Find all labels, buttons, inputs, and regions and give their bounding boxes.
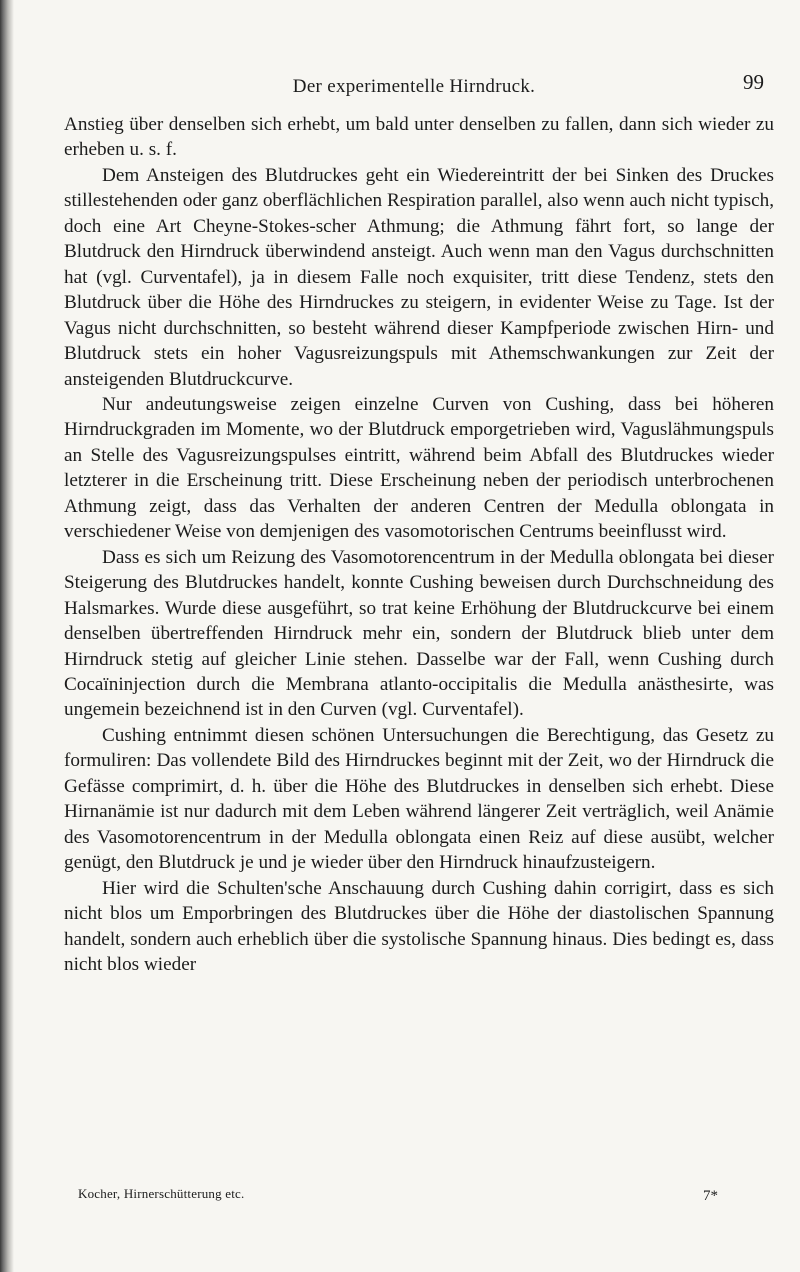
paragraph-schulten: Hier wird die Schulten'sche Anschauung durch Cushing dahin corrigirt, dass es sich nicht blos um Emporbringen des Blutdruckes über die Höhe der diastolischen Spannung handelt, sondern auch erheblich über die systolische Spannung hinaus. Dies bedingt es, dass nicht blos wieder: [64, 877, 774, 975]
paragraph-continuation: Anstieg über denselben sich erhebt, um bald unter denselben zu fallen, dann sich wieder zu erheben u. s. f.: [64, 114, 774, 161]
running-header: [64, 70, 764, 106]
paragraph-vasomotor-centre: Dass es sich um Reizung des Vasomotorencentrum in der Medulla oblongata bei dieser Steigerung des Blutdruckes handelt, konnte Cushing beweisen durch Durchschneidung des Halsmarkes. Wurde diese ausgeführt, so trat keine Erhöhung der Blutdruckcurve bei einem denselben übertreffenden Hirndruck mehr ein, sondern der Blutdruck blieb unter dem Hirndruck stetig auf gleicher Linie stehen. Dasselbe war der Fall, wenn Cushing durch Cocaïninjection durch die Membrana atlanto-occipitalis die Medulla anästhesirte, was ungemein bezeichnend ist in den Curven (vgl. Curventafel).: [64, 546, 774, 721]
signature-mark: 7*: [703, 1188, 718, 1204]
page-number: 99: [743, 70, 764, 94]
paragraph-vagus-pulse: Nur andeutungsweise zeigen einzelne Curven von Cushing, dass bei höheren Hirndruckgraden im Momente, wo der Blutdruck emporgetrieben wird, Vaguslähmungspuls an Stelle des Vagusreizungspulses eintritt, während beim Abfall des Blutdruckes wieder letzterer in die Erscheinung tritt. Diese Erscheinung neben der periodisch unterbrochenen Athmung zeigt, dass das Verhalten der anderen Centren der Medulla oblongata in verschiedener Weise von demjenigen des vasomotorischen Centrums beeinflusst wird.: [64, 393, 774, 543]
footer-note: Kocher, Hirnerschütterung etc.: [78, 1186, 245, 1201]
running-title: Der experimentelle Hirndruck.: [292, 76, 536, 97]
paragraph-law: Cushing entnimmt diesen schönen Untersuchungen die Berechtigung, das Gesetz zu formuliren: Das vollendete Bild des Hirndruckes beginnt mit der Zeit, wo der Hirndruck die Gefässe comprimirt, d. h. über die Höhe des Blutdruckes in denselben sich erhebt. Diese Hirnanämie ist nur dadurch mit dem Leben während längerer Zeit verträglich, weil Anämie des Vasomotorencentrum in der Medulla oblongata einen Reiz auf diese ausübt, welcher genügt, den Blutdruck je und je wieder über den Hirndruck hinaufzusteigern.: [64, 724, 774, 874]
paragraph-respiration: Dem Ansteigen des Blutdruckes geht ein Wiedereintritt der bei Sinken des Druckes stillestehenden oder ganz oberflächlichen Respiration parallel, also wenn auch nicht typisch, doch eine Art Cheyne-Stokes-scher Athmung; die Athmung fährt fort, so lange der Blutdruck den Hirndruck überwindend ansteigt. Auch wenn man den Vagus durchschnitten hat (vgl. Curventafel), ja in diesem Falle noch exquisiter, tritt diese Tendenz, stets den Blutdruck über die Höhe des Hirndruckes zu steigern, in evidenter Weise zu Tage. Ist der Vagus nicht durchschnitten, so besteht während dieser Kampfperiode zwischen Hirn- und Blutdruck stets ein hoher Vagusreizungspuls mit Athemschwankungen zur Zeit der ansteigenden Blutdruckcurve.: [64, 164, 774, 390]
page-footer: [78, 1186, 718, 1210]
body-text: [64, 112, 774, 977]
binding-edge: [0, 0, 14, 1272]
